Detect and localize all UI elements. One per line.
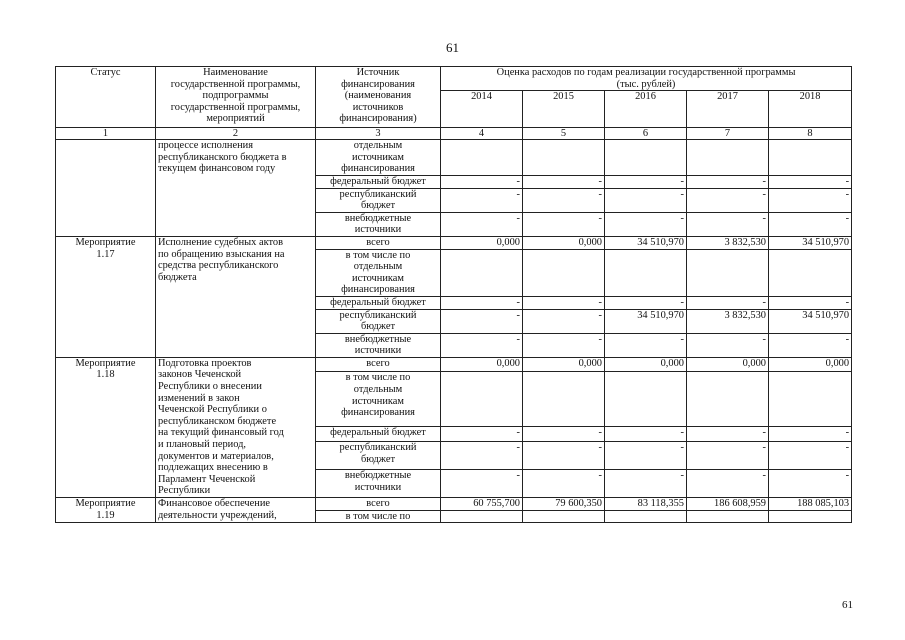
value-cell: 79 600,350 xyxy=(523,498,605,511)
value-cell: - xyxy=(769,427,852,442)
value-cell: - xyxy=(687,441,769,469)
measure-name-cell xyxy=(156,236,316,357)
value-cell xyxy=(769,249,852,296)
text-line: отдельным xyxy=(353,261,403,273)
status-cell xyxy=(56,498,156,523)
text-line: республиканский xyxy=(339,188,417,200)
funding-source-cell xyxy=(316,333,441,357)
text-line: 1.17 xyxy=(96,248,115,260)
value-cell xyxy=(523,249,605,296)
page-number-bottom: 61 xyxy=(842,599,853,611)
text-line: (наименования xyxy=(344,90,412,102)
text-line: республиканский xyxy=(339,441,417,453)
header-name xyxy=(156,67,316,128)
value-cell: - xyxy=(605,469,687,497)
text-line: всего xyxy=(366,357,390,369)
value-cell: - xyxy=(769,212,852,236)
text-line: Мероприятие xyxy=(75,357,136,369)
value-cell xyxy=(769,372,852,427)
text-line: источникам xyxy=(352,272,404,284)
value-cell: 3 832,530 xyxy=(687,236,769,249)
text-line: федеральный бюджет xyxy=(330,175,426,187)
funding-source-cell xyxy=(316,249,441,296)
value-cell: - xyxy=(687,296,769,309)
column-number-row xyxy=(56,128,852,140)
value-cell: 0,000 xyxy=(441,236,523,249)
text-line: Чеченской Республики о xyxy=(158,404,267,416)
text-line: источники xyxy=(354,481,402,493)
table-row xyxy=(56,140,852,176)
text-line: источникам xyxy=(352,151,404,163)
value-cell: 34 510,970 xyxy=(605,236,687,249)
text-line: (тыс. рублей) xyxy=(616,78,676,90)
text-line: финансирования xyxy=(341,284,415,296)
text-line: и плановый период, xyxy=(158,439,247,451)
value-cell xyxy=(605,140,687,176)
text-line: Мероприятие xyxy=(75,498,136,509)
text-line: Республики xyxy=(158,485,211,497)
year-2014: 2014 xyxy=(441,91,523,128)
funding-source-cell xyxy=(316,510,441,523)
value-cell: - xyxy=(441,441,523,469)
value-cell: - xyxy=(441,427,523,442)
value-cell: - xyxy=(769,296,852,309)
text-line: бюджет xyxy=(360,200,395,212)
text-line: источников xyxy=(352,101,404,113)
text-line: республиканского бюджета в xyxy=(158,151,287,163)
value-cell: - xyxy=(523,469,605,497)
value-cell: - xyxy=(769,469,852,497)
measure-name-cell xyxy=(156,140,316,237)
header-status: Статус xyxy=(56,67,156,128)
value-cell: - xyxy=(687,175,769,188)
column-number: 7 xyxy=(687,128,769,140)
text-line: всего xyxy=(366,498,390,509)
value-cell: 60 755,700 xyxy=(441,498,523,511)
value-cell xyxy=(605,372,687,427)
text-line: бюджет xyxy=(360,453,395,465)
value-cell: 83 118,355 xyxy=(605,498,687,511)
text-line: подпрограммы xyxy=(202,90,269,102)
funding-source-cell xyxy=(316,140,441,176)
value-cell: - xyxy=(523,188,605,212)
text-line: государственной программы, xyxy=(170,101,301,113)
value-cell: - xyxy=(605,427,687,442)
funding-source-cell xyxy=(316,372,441,427)
value-cell: - xyxy=(523,309,605,333)
value-cell xyxy=(769,140,852,176)
text-line: источники xyxy=(354,224,402,236)
year-2016: 2016 xyxy=(605,91,687,128)
value-cell xyxy=(523,140,605,176)
text-line: документов и материалов, xyxy=(158,450,274,462)
text-line: мероприятий xyxy=(206,113,265,125)
value-cell: - xyxy=(523,333,605,357)
header-source xyxy=(316,67,441,128)
value-cell: - xyxy=(441,333,523,357)
table-body xyxy=(56,67,852,523)
text-line: процессе исполнения xyxy=(158,140,253,152)
funding-source-cell xyxy=(316,427,441,442)
funding-source-cell xyxy=(316,212,441,236)
text-line: внебюджетные xyxy=(344,333,412,345)
value-cell xyxy=(441,372,523,427)
text-line: по обращению взыскания на xyxy=(158,248,285,260)
text-line: 1.18 xyxy=(96,369,115,381)
text-line: на текущий финансовый год xyxy=(158,427,284,439)
value-cell: - xyxy=(769,441,852,469)
text-line: в том числе по xyxy=(345,372,411,384)
table-row xyxy=(56,498,852,511)
measure-name-cell xyxy=(156,357,316,497)
text-line: подлежащих внесению в xyxy=(158,462,268,474)
value-cell xyxy=(523,510,605,523)
year-2017: 2017 xyxy=(687,91,769,128)
value-cell: - xyxy=(687,188,769,212)
column-number: 2 xyxy=(156,128,316,140)
year-2015: 2015 xyxy=(523,91,605,128)
value-cell: - xyxy=(605,441,687,469)
text-line: республиканском бюджете xyxy=(158,415,277,427)
value-cell: - xyxy=(687,212,769,236)
status-cell xyxy=(56,357,156,497)
text-line: всего xyxy=(366,236,390,248)
value-cell: - xyxy=(523,427,605,442)
value-cell: 0,000 xyxy=(523,236,605,249)
value-cell: - xyxy=(687,333,769,357)
text-line: изменений в закон xyxy=(158,392,240,404)
value-cell: 3 832,530 xyxy=(687,309,769,333)
text-line: Республики о внесении xyxy=(158,381,262,393)
value-cell xyxy=(687,140,769,176)
value-cell: 34 510,970 xyxy=(769,309,852,333)
value-cell: 188 085,103 xyxy=(769,498,852,511)
status-cell xyxy=(56,140,156,237)
column-number: 5 xyxy=(523,128,605,140)
text-line: федеральный бюджет xyxy=(330,296,426,308)
value-cell xyxy=(523,372,605,427)
header-row xyxy=(56,67,852,91)
text-line: в том числе по xyxy=(345,249,411,261)
value-cell: 0,000 xyxy=(769,357,852,372)
value-cell: 34 510,970 xyxy=(769,236,852,249)
table-row xyxy=(56,357,852,372)
value-cell: - xyxy=(441,188,523,212)
funding-source-cell xyxy=(316,309,441,333)
value-cell xyxy=(687,510,769,523)
value-cell: - xyxy=(523,175,605,188)
text-line: Финансовое обеспечение xyxy=(158,498,270,509)
text-line: законов Чеченской xyxy=(158,369,242,381)
column-number: 1 xyxy=(56,128,156,140)
text-line: отдельным xyxy=(353,140,403,152)
value-cell xyxy=(769,510,852,523)
value-cell: 0,000 xyxy=(605,357,687,372)
funding-source-cell xyxy=(316,357,441,372)
value-cell: 0,000 xyxy=(441,357,523,372)
value-cell: - xyxy=(769,333,852,357)
value-cell xyxy=(441,249,523,296)
value-cell: 186 608,959 xyxy=(687,498,769,511)
column-number: 8 xyxy=(769,128,852,140)
text-line: Парламент Чеченской xyxy=(158,473,256,485)
text-line: внебюджетные xyxy=(344,469,412,481)
funding-source-cell xyxy=(316,175,441,188)
funding-source-cell xyxy=(316,469,441,497)
year-2018: 2018 xyxy=(769,91,852,128)
value-cell xyxy=(441,510,523,523)
funding-source-cell xyxy=(316,296,441,309)
text-line: финансирования xyxy=(341,407,415,419)
text-line: финансирования xyxy=(341,163,415,175)
text-line: бюджета xyxy=(158,271,197,283)
text-line: Мероприятие xyxy=(75,236,136,248)
text-line: финансирования xyxy=(341,78,415,90)
value-cell: - xyxy=(605,296,687,309)
text-line: Наименование xyxy=(203,67,268,78)
text-line: текущем финансовом году xyxy=(158,163,276,175)
value-cell: - xyxy=(687,469,769,497)
measure-name-cell xyxy=(156,498,316,523)
value-cell: - xyxy=(523,212,605,236)
status-cell xyxy=(56,236,156,357)
value-cell: - xyxy=(441,212,523,236)
value-cell: 0,000 xyxy=(687,357,769,372)
value-cell xyxy=(605,249,687,296)
value-cell: - xyxy=(687,427,769,442)
column-number: 4 xyxy=(441,128,523,140)
value-cell: - xyxy=(523,441,605,469)
text-line: государственной программы, xyxy=(170,78,301,90)
budget-table xyxy=(55,66,852,523)
value-cell xyxy=(687,372,769,427)
value-cell: - xyxy=(605,333,687,357)
value-cell xyxy=(687,249,769,296)
text-line: бюджет xyxy=(360,321,395,333)
text-line: источникам xyxy=(352,395,404,407)
column-number: 6 xyxy=(605,128,687,140)
text-line: 1.19 xyxy=(96,509,115,521)
value-cell: - xyxy=(605,175,687,188)
funding-source-cell xyxy=(316,236,441,249)
funding-source-cell xyxy=(316,441,441,469)
funding-source-cell xyxy=(316,498,441,511)
value-cell: - xyxy=(441,309,523,333)
header-estimate xyxy=(441,67,852,91)
text-line: средства республиканского xyxy=(158,260,279,272)
text-line: финансирования) xyxy=(339,113,417,125)
text-line: источники xyxy=(354,345,402,357)
page-number-top: 61 xyxy=(446,40,459,55)
value-cell: - xyxy=(605,188,687,212)
text-line: деятельности учреждений, xyxy=(158,509,277,521)
text-line: федеральный бюджет xyxy=(330,427,426,439)
value-cell: - xyxy=(769,188,852,212)
text-line: Оценка расходов по годам реализации государственной программы xyxy=(496,67,796,78)
value-cell: - xyxy=(441,175,523,188)
value-cell xyxy=(605,510,687,523)
column-number: 3 xyxy=(316,128,441,140)
text-line: республиканский xyxy=(339,309,417,321)
text-line: в том числе по xyxy=(345,510,411,522)
value-cell: - xyxy=(605,212,687,236)
value-cell: - xyxy=(769,175,852,188)
text-line: внебюджетные xyxy=(344,212,412,224)
value-cell: 0,000 xyxy=(523,357,605,372)
value-cell: 34 510,970 xyxy=(605,309,687,333)
value-cell xyxy=(441,140,523,176)
value-cell: - xyxy=(441,296,523,309)
funding-source-cell xyxy=(316,188,441,212)
text-line: Подготовка проектов xyxy=(158,357,252,369)
text-line: Исполнение судебных актов xyxy=(158,236,283,248)
text-line: отдельным xyxy=(353,384,403,396)
table-row xyxy=(56,236,852,249)
text-line: Источник xyxy=(356,67,400,78)
value-cell: - xyxy=(523,296,605,309)
value-cell: - xyxy=(441,469,523,497)
